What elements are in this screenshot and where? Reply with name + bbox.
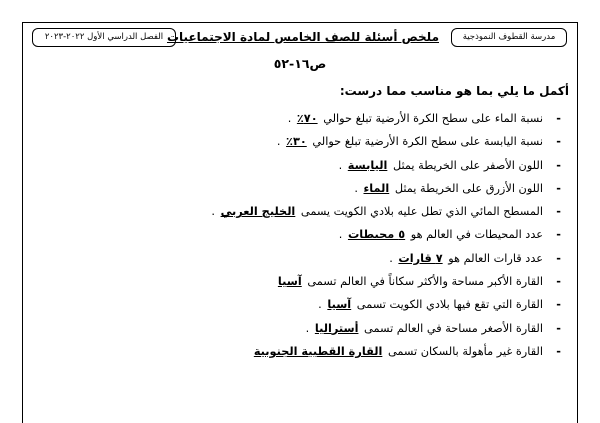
item-text: نسبة اليابسة على سطح الكرة الأرضية تبلغ حوالي (312, 135, 543, 149)
worksheet (22, 22, 578, 423)
item-end: . (354, 181, 358, 195)
item-answer: آسيا (327, 298, 352, 312)
item-answer: ٥ محيطات (347, 228, 406, 242)
item-end: . (338, 158, 343, 172)
item-text: القارة غير مأهولة بالسكان تسمى (387, 344, 543, 358)
item-answer: اليابسة (347, 158, 388, 172)
list-item (37, 130, 563, 153)
item-end: . (287, 112, 292, 125)
item-text: عدد المحيطات في العالم هو (410, 228, 543, 242)
item-text: عدد قارات العالم هو (448, 251, 543, 265)
list-item (37, 107, 563, 130)
item-answer: الخليج العربي (220, 205, 296, 219)
item-text: اللون الأصفر على الخريطة يمثل (392, 158, 543, 172)
page-range: ص١٦-٥٢ (273, 56, 327, 71)
item-text: القارة الأصغر مساحة في العالم تسمى (364, 321, 543, 335)
header (23, 23, 577, 53)
item-answer: أستراليا (314, 321, 359, 335)
item-answer: ٧٠٪ (296, 112, 318, 125)
list-item (37, 223, 563, 246)
instruction: أكمل ما يلي بما هو مناسب مما درست: (339, 84, 569, 98)
item-end: . (338, 228, 343, 242)
item-end: . (211, 205, 215, 219)
school-name-box: مدرسة القطوف النموذجية (451, 28, 567, 47)
list-item (37, 200, 563, 223)
item-text: نسبة الماء على سطح الكرة الأرضية تبلغ حوالي (323, 112, 543, 125)
question-list (37, 107, 563, 363)
item-end: . (305, 321, 310, 335)
list-item (37, 247, 563, 270)
list-item (37, 293, 563, 316)
item-text: اللون الأزرق على الخريطة يمثل (394, 181, 543, 195)
item-end: . (318, 298, 322, 312)
item-end: . (389, 251, 393, 265)
list-item (37, 340, 563, 363)
page-title: ملخص أسئلة للصف الخامس لمادة الاجتماعيات (166, 30, 439, 44)
item-answer: ٧ قارات (398, 251, 443, 265)
list-item (37, 154, 563, 177)
list-item (37, 317, 563, 340)
item-answer: آسيا (277, 275, 302, 289)
list-item (37, 177, 563, 200)
list-item (37, 270, 563, 293)
item-end: . (276, 135, 281, 149)
item-text: القارة التي تقع فيها بلادي الكويت تسمى (356, 298, 543, 312)
item-text: المسطح المائي الذي تطل عليه بلادي الكويت يسمى (300, 205, 543, 219)
item-answer: الماء (363, 181, 390, 195)
item-answer: ٣٠٪ (286, 135, 307, 149)
term-box: الفصل الدراسي الأول ٢٠٢٢-٢٠٢٣ (32, 28, 176, 47)
item-answer: القارة القطبية الجنوبية (253, 344, 383, 358)
item-text: القارة الأكبر مساحة والأكثر سكاناً في العالم تسمى (307, 275, 543, 289)
